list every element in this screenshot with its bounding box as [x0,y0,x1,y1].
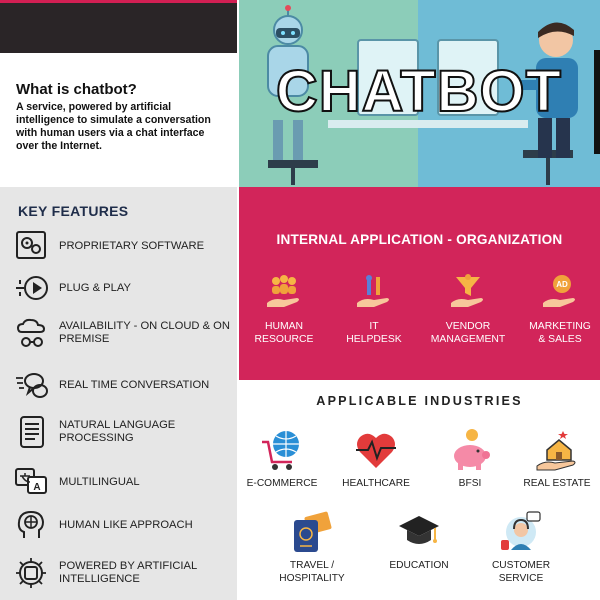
industry-item [234,428,330,498]
feature-label: POWERED BY ARTIFICIAL INTELLIGENCE [59,560,197,585]
chat-bubbles-icon [14,368,50,402]
industry-line1: BFSI [458,478,482,489]
feature-label: NATURAL LANGUAGE PROCESSING [59,419,176,444]
internal-item-line1: MARKETING [529,321,591,332]
industry-line1: E-COMMERCE [246,478,318,489]
hero-right-bar [594,50,600,154]
ai-chip-icon [14,556,50,590]
internal-item [423,273,513,365]
ad-hand-icon [540,273,580,313]
internal-item-line1: VENDOR [445,321,491,332]
funnel-hand-icon [448,273,488,313]
feature-item [12,269,234,307]
industry-line1: EDUCATION [389,560,449,571]
industry-item [328,428,424,498]
industry-label [264,559,360,585]
graduation-cap-icon [397,510,441,554]
internal-application-panel [239,187,600,380]
industry-item [371,510,467,580]
feature-label: PLUG & PLAY [59,281,131,294]
globe-cart-icon [260,428,304,472]
industry-label [371,559,467,572]
industry-label [328,477,424,490]
industry-item [264,510,360,584]
internal-item-line2: & SALES [538,334,582,345]
feature-label: PROPRIETARY SOFTWARE [59,239,205,252]
feature-label: REAL TIME CONVERSATION [59,378,210,391]
internal-item-line2: MANAGEMENT [430,334,506,345]
key-features-panel [0,187,237,600]
tools-hand-icon [354,273,394,313]
industry-label [422,477,518,490]
plug-play-icon [14,271,50,305]
tablet-icon [14,415,50,449]
industry-line1: REAL ESTATE [523,478,591,489]
industries-title: APPLICABLE INDUSTRIES [316,394,523,408]
internal-item-line1: IT [369,321,379,332]
svg-text:AD: AD [556,280,568,289]
internal-item-label [515,320,600,346]
people-hand-icon [264,273,304,313]
industry-line2: SERVICE [498,573,544,584]
cloud-gear-icon [14,316,50,350]
internal-item-line2: RESOURCE [254,334,314,345]
brain-head-icon [14,508,50,542]
internal-item-label [329,320,419,346]
industry-line2: HOSPITALITY [279,573,345,584]
internal-item [239,273,329,365]
support-agent-icon [499,510,543,554]
feature-label: HUMAN LIKE APPROACH [59,518,193,531]
key-features-title: KEY FEATURES [18,203,129,219]
industry-item [473,510,569,584]
industry-item [509,428,600,498]
gears-icon [14,229,50,263]
industry-label [473,559,569,585]
heart-pulse-icon [354,428,398,472]
feature-item [12,366,234,404]
industries-panel [239,380,600,600]
feature-item [12,554,234,592]
definition-panel [0,53,237,185]
piggy-bank-icon [448,428,492,472]
internal-application-title: INTERNAL APPLICATION - ORGANIZATION [276,232,563,247]
hero-title: CHATBOT [275,59,563,124]
feature-item [12,413,234,451]
svg-text:A: A [33,482,41,493]
internal-item-line2: HELPDESK [346,334,402,345]
hero-banner [238,0,600,187]
passport-icon [290,510,334,554]
feature-item [12,506,234,544]
internal-item-label [239,320,329,346]
industry-line1: TRAVEL / [289,560,335,571]
internal-item [329,273,419,365]
feature-label: AVAILABILITY - ON CLOUD & ON PREMISE [59,320,230,345]
internal-item [515,273,600,365]
feature-label: MULTILINGUAL [59,475,140,488]
industry-label [234,477,330,490]
top-dark-bar [0,0,237,53]
vertical-divider [237,0,239,600]
feature-item [12,227,234,265]
industry-label [509,477,600,490]
house-hand-icon [535,428,579,472]
internal-item-line1: HUMAN [264,321,304,332]
internal-item-label [423,320,513,346]
industry-line1: HEALTHCARE [342,478,410,489]
definition-text: A service, powered by artificial intelligence to simulate a conversation with human users via a chat interface over the Internet. [16,101,211,152]
feature-item [12,463,234,501]
translate-icon [14,465,50,499]
industry-item [422,428,518,498]
feature-item [12,314,234,352]
definition-title: What is chatbot? [16,81,137,98]
industry-line1: CUSTOMER [491,560,551,571]
